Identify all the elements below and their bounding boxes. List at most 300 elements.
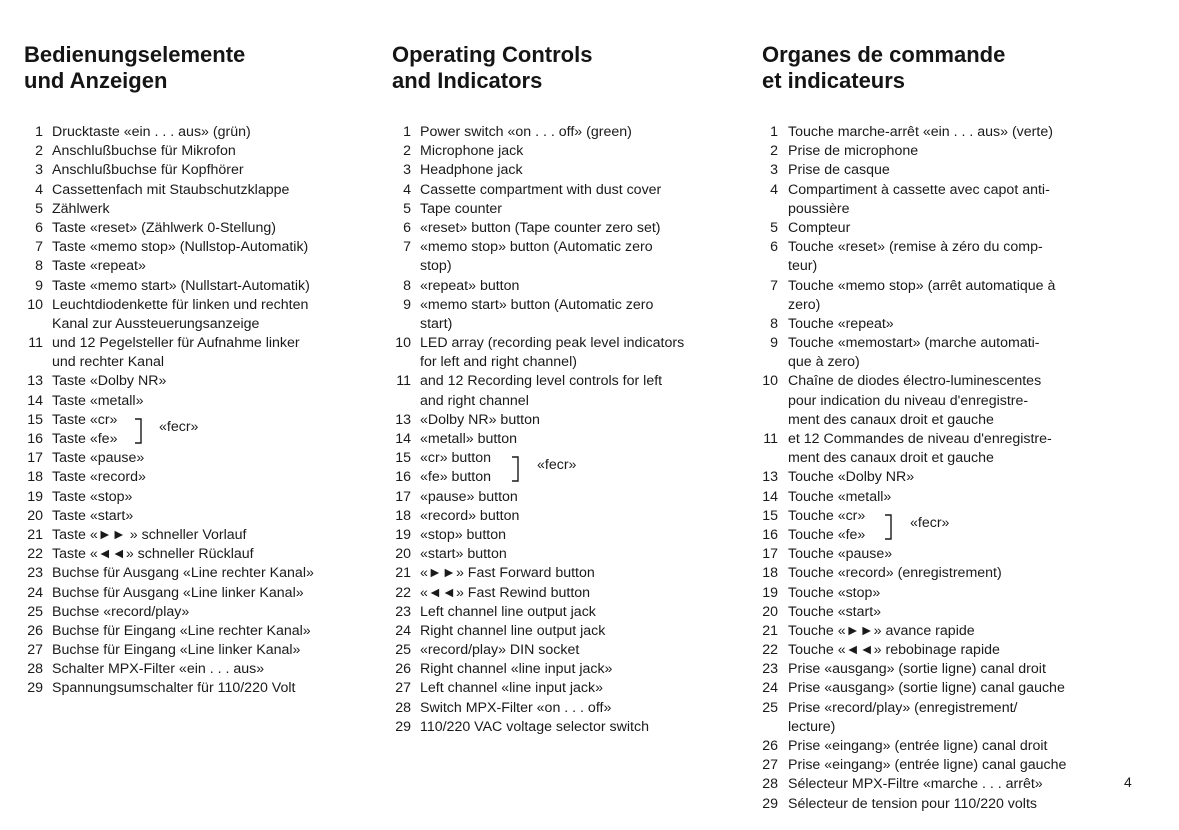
list-item	[24, 161, 369, 180]
list-item	[24, 257, 369, 276]
list-item	[762, 488, 1112, 507]
item-number: 13	[27, 373, 43, 390]
item-number: 8	[770, 315, 778, 332]
item-number: 27	[395, 680, 411, 697]
bracket-pair-fecr	[762, 507, 1112, 545]
item-text: Prise de microphone	[788, 143, 919, 160]
list-item	[762, 430, 1112, 449]
item-text: «memo stop» button (Automatic zero	[420, 239, 653, 256]
item-number: 19	[762, 584, 778, 601]
item-text: Taste «cr»	[52, 411, 118, 428]
item-number: 29	[27, 680, 43, 697]
list-item	[392, 334, 737, 353]
item-text: Touche «memostart» (marche automati-	[788, 335, 1040, 352]
bracket-label: «fecr»	[910, 514, 950, 531]
column-german	[24, 42, 369, 699]
item-text: pour indication du niveau d'enregistre-	[788, 392, 1029, 409]
list-item	[762, 584, 1112, 603]
list-item	[392, 603, 737, 622]
item-number: 9	[35, 277, 43, 294]
item-text: stop)	[420, 258, 452, 275]
item-number: 21	[762, 622, 778, 639]
item-text: Switch MPX-Filter «on . . . off»	[420, 699, 612, 716]
list-item	[762, 756, 1112, 775]
item-text: et 12 Commandes de niveau d'enregistre-	[788, 431, 1052, 447]
item-text: Taste «stop»	[52, 488, 133, 505]
bracket-label: «fecr»	[159, 418, 199, 435]
item-text: Taste «►► » schneller Vorlauf	[52, 526, 247, 543]
list-item	[24, 603, 369, 622]
list-item	[392, 622, 737, 641]
item-text: Buchse «record/play»	[52, 603, 190, 620]
control-list-german	[24, 123, 369, 699]
item-text: Schalter MPX-Filter «ein . . . aus»	[52, 661, 265, 678]
heading-german	[24, 42, 369, 94]
list-item	[762, 699, 1112, 718]
item-number: 27	[762, 757, 778, 774]
heading-german-line1: Bedienungselemente	[24, 42, 246, 67]
item-number: 7	[770, 277, 778, 294]
item-number: 17	[395, 488, 411, 505]
column-french	[762, 42, 1112, 814]
item-text: Taste «metall»	[52, 392, 144, 409]
item-text: Microphone jack	[420, 143, 524, 160]
item-text: Prise «ausgang» (sortie ligne) canal gauche	[788, 680, 1065, 697]
list-item	[762, 315, 1112, 334]
list-item	[24, 123, 369, 142]
item-text: «record» button	[420, 507, 520, 524]
item-text: «pause» button	[420, 488, 518, 505]
heading-german-line2: und Anzeigen	[24, 68, 168, 93]
column-english	[392, 42, 737, 737]
list-item	[762, 372, 1112, 391]
item-text: Touche «►►» avance rapide	[788, 622, 975, 639]
list-item	[24, 334, 369, 353]
item-number: 13	[762, 469, 778, 486]
item-text: Cassette compartment with dust cover	[420, 181, 662, 198]
list-item	[762, 564, 1112, 583]
item-text: Cassettenfach mit Staubschutzklappe	[52, 181, 290, 198]
list-item	[762, 334, 1112, 353]
item-number: 20	[395, 546, 411, 563]
item-text: Taste «repeat»	[52, 258, 146, 275]
list-item	[392, 142, 737, 161]
item-number: 22	[27, 546, 43, 563]
list-item	[762, 795, 1112, 814]
item-number: 4	[770, 181, 778, 198]
item-number: 3	[35, 162, 43, 179]
item-number: 18	[27, 469, 43, 486]
item-text: Touche «◄◄» rebobinage rapide	[788, 642, 1000, 659]
item-number: 25	[762, 699, 778, 716]
bracket-pair-fecr	[392, 449, 737, 487]
list-item	[762, 545, 1112, 564]
list-item	[392, 181, 737, 200]
item-number: 8	[403, 277, 411, 294]
list-item	[762, 737, 1112, 756]
item-text: «fe» button	[420, 469, 491, 486]
item-text: Right channel «line input jack»	[420, 661, 613, 678]
list-item-continuation	[762, 392, 1112, 411]
item-number: 23	[395, 603, 411, 620]
control-list-english	[392, 123, 737, 737]
list-item	[762, 123, 1112, 142]
list-item	[24, 238, 369, 257]
list-item	[762, 603, 1112, 622]
list-item-continuation	[24, 315, 369, 334]
list-item	[762, 622, 1112, 641]
item-number: 2	[403, 143, 411, 160]
list-item-continuation	[392, 257, 737, 276]
item-text: Touche «Dolby NR»	[788, 469, 915, 486]
list-item	[762, 238, 1112, 257]
item-number: 10	[762, 373, 778, 390]
item-text: 110/220 VAC voltage selector switch	[420, 718, 649, 735]
item-number: 25	[395, 642, 411, 659]
list-item	[762, 679, 1112, 698]
item-number: 13	[395, 411, 411, 428]
list-item	[762, 468, 1112, 487]
item-number: 11	[763, 431, 778, 447]
item-number: 5	[403, 200, 411, 217]
list-item	[392, 372, 737, 391]
heading-english-line1: Operating Controls	[392, 42, 593, 67]
item-text: Zählwerk	[52, 200, 110, 217]
item-number: 18	[395, 507, 411, 524]
item-text: ment des canaux droit et gauche	[788, 450, 994, 467]
list-item-continuation	[762, 411, 1112, 430]
item-number: 1	[35, 124, 43, 140]
list-item	[24, 277, 369, 296]
item-text: Prise «record/play» (enregistrement/	[788, 699, 1018, 716]
item-number: 3	[770, 162, 778, 179]
item-text: poussière	[788, 200, 850, 217]
item-number: 11	[396, 373, 411, 390]
item-text: teur)	[788, 258, 818, 275]
item-number: 26	[762, 738, 778, 754]
item-text: Touche «stop»	[788, 584, 881, 601]
item-text: Touche «repeat»	[788, 315, 894, 332]
item-number: 16	[27, 431, 43, 447]
list-item	[762, 277, 1112, 296]
list-item-continuation	[392, 392, 737, 411]
list-item	[24, 488, 369, 507]
item-number: 14	[762, 488, 778, 505]
item-text: Buchse für Ausgang «Line linker Kanal»	[52, 584, 304, 601]
item-text: Taste «◄◄» schneller Rücklauf	[52, 546, 254, 563]
item-number: 27	[27, 642, 43, 659]
item-text: «stop» button	[420, 526, 506, 543]
list-item	[392, 564, 737, 583]
list-item	[24, 449, 369, 468]
list-item	[24, 660, 369, 679]
list-item	[392, 699, 737, 718]
item-text: Left channel «line input jack»	[420, 680, 603, 697]
list-item	[24, 200, 369, 219]
item-text: Touche «pause»	[788, 546, 893, 563]
item-number: 2	[35, 143, 43, 160]
item-text: and right channel	[420, 392, 529, 409]
list-item	[24, 679, 369, 698]
item-text: Prise «ausgang» (sortie ligne) canal droit	[788, 661, 1046, 678]
list-item	[392, 641, 737, 660]
item-number: 11	[28, 335, 43, 352]
item-text: Prise «eingang» (entrée ligne) canal gauche	[788, 757, 1067, 774]
list-item	[24, 468, 369, 487]
item-number: 5	[35, 200, 43, 217]
item-number: 29	[762, 795, 778, 812]
item-number: 21	[27, 526, 43, 543]
heading-french-line2: et indicateurs	[762, 68, 906, 93]
list-item	[24, 296, 369, 315]
item-text: Leuchtdiodenkette für linken und rechten	[52, 296, 309, 313]
list-item	[762, 142, 1112, 161]
item-text: Tape counter	[420, 200, 503, 217]
item-text: Touche «metall»	[788, 488, 892, 505]
item-number: 19	[395, 526, 411, 543]
list-item	[24, 564, 369, 583]
list-item-continuation	[762, 296, 1112, 315]
item-number: 4	[403, 181, 411, 198]
item-text: Spannungsumschalter für 110/220 Volt	[52, 680, 296, 697]
item-number: 10	[27, 296, 43, 313]
item-text: «Dolby NR» button	[420, 411, 540, 428]
item-number: 29	[395, 718, 411, 735]
item-number: 23	[762, 661, 778, 678]
item-text: Buchse für Ausgang «Line rechter Kanal»	[52, 565, 314, 582]
item-text: Touche marche-arrêt «ein . . . aus» (verte)	[788, 124, 1053, 140]
item-number: 17	[27, 450, 43, 467]
list-item-continuation	[762, 200, 1112, 219]
list-item-continuation	[762, 449, 1112, 468]
list-item	[24, 526, 369, 545]
item-number: 22	[395, 584, 411, 601]
list-item	[762, 775, 1112, 794]
item-text: Taste «record»	[52, 469, 146, 486]
item-number: 6	[403, 219, 411, 236]
item-number: 24	[27, 584, 43, 601]
item-number: 22	[762, 642, 778, 659]
item-text: Sélecteur MPX-Filtre «marche . . . arrêt»	[788, 776, 1043, 793]
item-number: 1	[403, 124, 411, 140]
item-text: Buchse für Eingang «Line rechter Kanal»	[52, 622, 311, 639]
heading-french-line1: Organes de commande	[762, 42, 1006, 67]
list-item	[392, 277, 737, 296]
item-number: 20	[27, 507, 43, 524]
item-text: Touche «record» (enregistrement)	[788, 565, 1002, 582]
bracket-label: «fecr»	[537, 457, 577, 474]
item-number: 25	[27, 603, 43, 620]
item-text: Taste «fe»	[52, 431, 118, 447]
item-number: 5	[770, 219, 778, 236]
item-number: 24	[762, 680, 778, 697]
bracket-icon	[885, 514, 893, 540]
item-text: «record/play» DIN socket	[420, 642, 580, 659]
item-number: 19	[27, 488, 43, 505]
item-number: 24	[395, 622, 411, 639]
item-number: 15	[762, 507, 778, 524]
item-number: 10	[395, 335, 411, 352]
list-item	[392, 296, 737, 315]
list-item	[392, 161, 737, 180]
item-number: 17	[762, 546, 778, 563]
list-item	[392, 507, 737, 526]
item-number: 7	[403, 239, 411, 256]
list-item	[24, 641, 369, 660]
item-number: 23	[27, 565, 43, 582]
bracket-mark	[885, 514, 893, 545]
item-text: Touche «reset» (remise à zéro du comp-	[788, 239, 1043, 256]
item-number: 16	[395, 469, 411, 486]
item-text: Compteur	[788, 219, 851, 236]
item-number: 15	[27, 411, 43, 428]
item-text: que à zero)	[788, 354, 860, 371]
item-text: Taste «start»	[52, 507, 134, 524]
list-item-continuation	[762, 718, 1112, 737]
control-list-french	[762, 123, 1112, 814]
item-number: 28	[27, 661, 43, 678]
list-item	[24, 545, 369, 564]
list-item	[392, 123, 737, 142]
list-item	[24, 622, 369, 641]
item-number: 4	[35, 181, 43, 198]
item-text: Touche «start»	[788, 603, 882, 620]
list-item-continuation	[762, 353, 1112, 372]
item-number: 26	[27, 622, 43, 639]
list-item-continuation	[762, 257, 1112, 276]
item-text: Drucktaste «ein . . . aus» (grün)	[52, 124, 251, 140]
bracket-icon	[135, 418, 143, 444]
item-text: Prise «eingang» (entrée ligne) canal droit	[788, 738, 1048, 754]
list-item	[762, 161, 1112, 180]
item-text: Taste «memo start» (Nullstart-Automatik)	[52, 277, 310, 294]
item-text: Sélecteur de tension pour 110/220 volts	[788, 795, 1037, 812]
list-item	[762, 181, 1112, 200]
item-number: 16	[762, 526, 778, 543]
list-item	[392, 488, 737, 507]
item-number: 28	[762, 776, 778, 793]
item-text: Right channel line output jack	[420, 622, 606, 639]
item-text: Kanal zur Aussteuerungsanzeige	[52, 315, 260, 332]
item-text: Taste «reset» (Zählwerk 0-Stellung)	[52, 219, 276, 236]
item-number: 7	[35, 239, 43, 256]
list-item	[392, 660, 737, 679]
item-text: for left and right channel)	[420, 354, 577, 371]
item-number: 15	[395, 450, 411, 467]
list-item	[392, 430, 737, 449]
list-item	[24, 142, 369, 161]
item-text: Anschlußbuchse für Kopfhörer	[52, 162, 244, 179]
item-text: Compartiment à cassette avec capot anti-	[788, 181, 1050, 198]
heading-english-line2: and Indicators	[392, 68, 543, 93]
item-text: lecture)	[788, 718, 836, 735]
list-item	[392, 718, 737, 737]
item-text: Touche «cr»	[788, 507, 866, 524]
list-item	[762, 641, 1112, 660]
item-number: 9	[770, 335, 778, 352]
list-item	[392, 584, 737, 603]
item-text: Anschlußbuchse für Mikrofon	[52, 143, 236, 160]
item-text: «reset» button (Tape counter zero set)	[420, 219, 661, 236]
item-text: und rechter Kanal	[52, 354, 164, 371]
bracket-mark	[512, 456, 520, 487]
list-item	[24, 219, 369, 238]
item-number: 6	[770, 239, 778, 256]
item-number: 28	[395, 699, 411, 716]
list-item	[392, 238, 737, 257]
heading-french	[762, 42, 1112, 94]
item-text: Touche «memo stop» (arrêt automatique à	[788, 277, 1056, 294]
item-text: LED array (recording peak level indicators	[420, 335, 685, 352]
bracket-mark	[135, 418, 143, 449]
item-text: und 12 Pegelsteller für Aufnahme linker	[52, 335, 300, 352]
item-text: «repeat» button	[420, 277, 520, 294]
list-item	[762, 219, 1112, 238]
item-text: «start» button	[420, 546, 507, 563]
bracket-icon	[512, 456, 520, 482]
item-number: 3	[403, 162, 411, 179]
list-item	[24, 584, 369, 603]
item-number: 26	[395, 661, 411, 678]
item-text: Headphone jack	[420, 162, 523, 179]
item-number: 14	[27, 392, 43, 409]
item-text: Left channel line output jack	[420, 603, 596, 620]
item-text: «◄◄» Fast Rewind button	[420, 584, 591, 601]
list-item	[762, 660, 1112, 679]
list-item-continuation	[392, 315, 737, 334]
item-text: start)	[420, 315, 453, 332]
item-text: Prise de casque	[788, 162, 890, 179]
item-number: 21	[395, 565, 411, 582]
item-text: and 12 Recording level controls for left	[420, 373, 663, 390]
item-text: «memo start» button (Automatic zero	[420, 296, 654, 313]
list-item	[24, 392, 369, 411]
list-item	[24, 372, 369, 391]
item-number: 20	[762, 603, 778, 620]
item-number: 14	[395, 431, 411, 447]
item-text: ment des canaux droit et gauche	[788, 411, 994, 428]
heading-english	[392, 42, 737, 94]
item-text: Touche «fe»	[788, 526, 866, 543]
item-number: 2	[770, 143, 778, 160]
item-text: Taste «memo stop» (Nullstop-Automatik)	[52, 239, 309, 256]
list-item	[24, 507, 369, 526]
item-text: Taste «pause»	[52, 450, 145, 467]
list-item	[392, 679, 737, 698]
list-item	[392, 411, 737, 430]
item-text: Power switch «on . . . off» (green)	[420, 124, 632, 140]
item-text: Taste «Dolby NR»	[52, 373, 167, 390]
item-text: «metall» button	[420, 431, 518, 447]
list-item-continuation	[392, 353, 737, 372]
item-text: «cr» button	[420, 450, 491, 467]
page-number: 4	[1124, 774, 1132, 790]
list-item	[392, 545, 737, 564]
item-number: 8	[35, 258, 43, 275]
item-text: zero)	[788, 296, 821, 313]
item-text: «►►» Fast Forward button	[420, 565, 595, 582]
item-text: Buchse für Eingang «Line linker Kanal»	[52, 642, 301, 659]
item-number: 18	[762, 565, 778, 582]
item-number: 6	[35, 219, 43, 236]
list-item	[392, 219, 737, 238]
item-number: 1	[770, 124, 778, 140]
item-text: Chaîne de diodes électro-luminescentes	[788, 373, 1042, 390]
list-item	[392, 526, 737, 545]
bracket-pair-fecr	[24, 411, 369, 449]
list-item	[392, 200, 737, 219]
list-item-continuation	[24, 353, 369, 372]
